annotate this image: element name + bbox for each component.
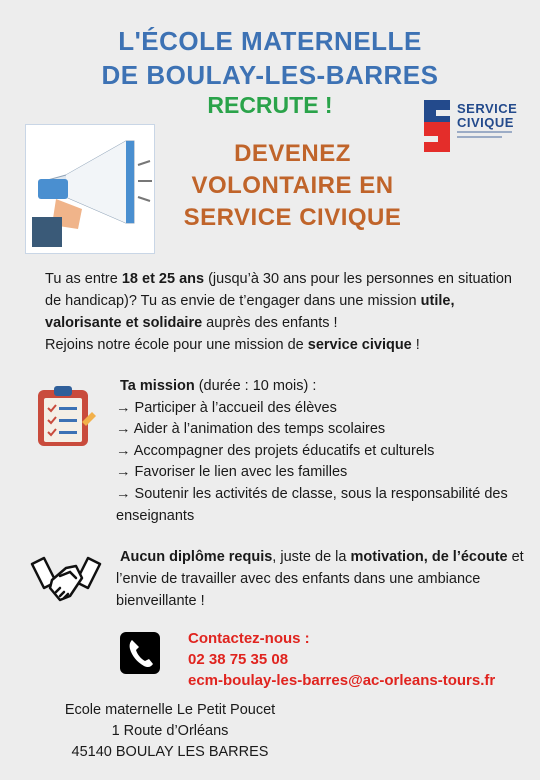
mission-item: → Accompagner des projets éducatifs et culturels xyxy=(116,442,435,459)
mission-duration: (durée : 10 mois) : xyxy=(194,378,317,394)
intro-age: 18 et 25 ans xyxy=(121,271,205,287)
requirements-text: , juste de la xyxy=(272,549,351,565)
address-line3: 45140 BOULAY LES BARRES xyxy=(71,744,269,760)
address-line2: 1 Route d’Orléans xyxy=(111,723,229,739)
headline-line2: VOLONTAIRE EN xyxy=(191,172,394,199)
logo-tagline-line xyxy=(457,131,512,133)
logo-tagline-line xyxy=(457,136,502,138)
megaphone-icon xyxy=(26,125,154,253)
mission-item: → Favoriser le lien avec les familles xyxy=(116,464,348,481)
contact-phone[interactable]: 02 38 75 35 08 xyxy=(188,651,289,668)
megaphone-illustration xyxy=(25,124,155,254)
mission-item: → Soutenir les activités de classe, sous la responsabilité des enseignants xyxy=(116,485,508,524)
intro-text: (jusqu’à 30 ans pour les personnes en situation de handicap)? Tu as envie de t’engager dans une mission xyxy=(45,271,512,309)
mission-item: → Participer à l’accueil des élèves xyxy=(116,399,337,416)
recrute-label: RECRUTE ! xyxy=(207,92,333,118)
mission-item: → Aider à l’animation des temps scolaires xyxy=(116,421,386,438)
phone-icon xyxy=(120,632,160,674)
contact-email[interactable]: ecm-boulay-les-barres@ac-orleans-tours.fr xyxy=(188,672,496,689)
intro-mission-qualities: utile, valorisante et solidaire xyxy=(45,293,455,331)
intro-paragraph xyxy=(45,268,525,356)
mission-section xyxy=(116,376,526,527)
clipboard-icon xyxy=(34,382,96,453)
logo-text-service: SERVICE xyxy=(457,101,518,116)
requirements-no-diploma: Aucun diplôme requis xyxy=(120,549,273,565)
intro-text: ! xyxy=(411,337,420,353)
requirements-paragraph xyxy=(116,546,526,612)
service-civique-logo xyxy=(420,96,520,156)
contact-title: Contactez-nous : xyxy=(188,630,310,647)
page-title-line1: L'ÉCOLE MATERNELLE xyxy=(118,26,422,56)
intro-text: auprès des enfants ! xyxy=(202,315,338,331)
intro-text: Rejoins notre école pour une mission de xyxy=(45,337,308,353)
logo-text-civique: CIVIQUE xyxy=(457,115,514,130)
headline-line1: DEVENEZ xyxy=(234,140,351,167)
intro-service-civique: service civique xyxy=(307,337,412,353)
address-line1: Ecole maternelle Le Petit Poucet xyxy=(64,702,276,718)
handshake-icon xyxy=(30,552,102,613)
contact-section xyxy=(188,628,495,691)
page-title-line2: DE BOULAY-LES-BARRES xyxy=(101,60,439,90)
mission-title: Ta mission xyxy=(120,378,195,394)
address-block xyxy=(40,700,300,763)
requirements-motivation: motivation, de l’écoute xyxy=(350,549,508,565)
mission-heading xyxy=(116,376,526,398)
requirements-text: et l’envie de travailler avec des enfants dans une ambiance bienveillante ! xyxy=(116,549,524,609)
intro-text: Tu as entre xyxy=(45,271,122,287)
headline-line3: SERVICE CIVIQUE xyxy=(183,204,402,231)
